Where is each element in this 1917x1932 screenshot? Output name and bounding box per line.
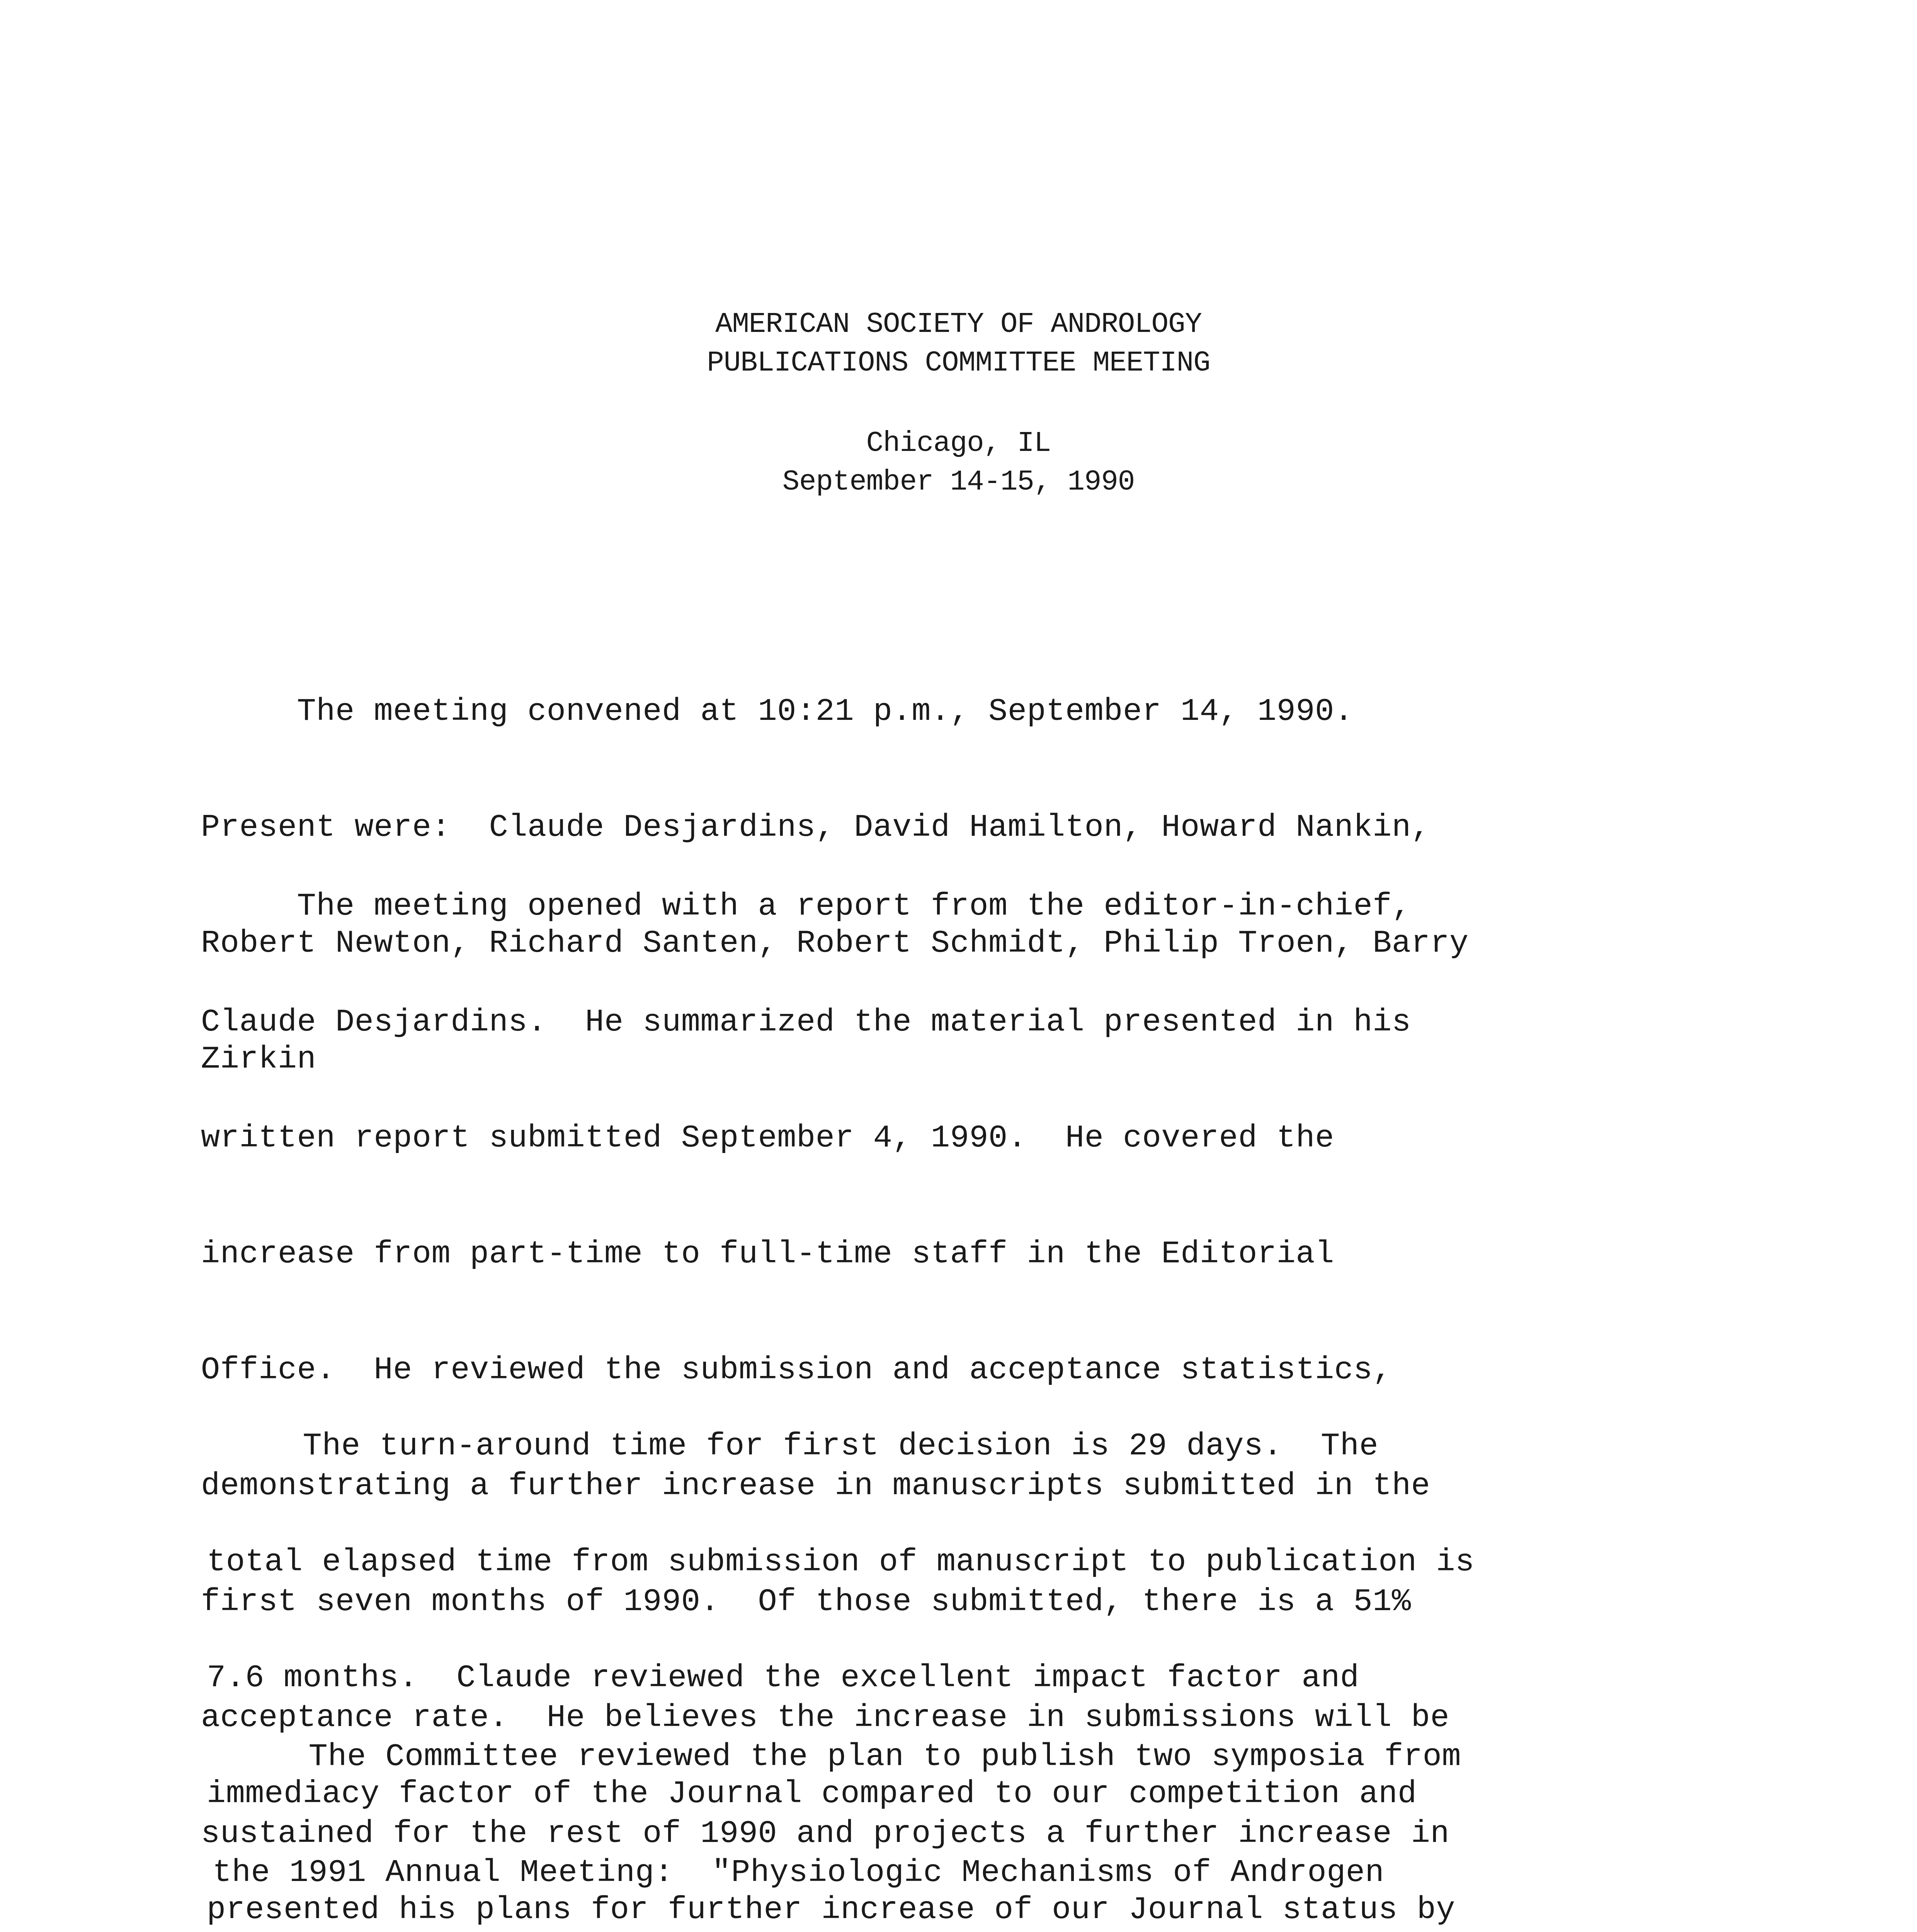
title-line-1: AMERICAN SOCIETY OF ANDROLOGY bbox=[715, 308, 1202, 341]
text-line: immediacy factor of the Journal compared to our competition and bbox=[207, 1776, 1417, 1812]
text-line: acceptance rate. He believes the increase in submissions will be bbox=[201, 1700, 1450, 1736]
text-line: Office. He reviewed the submission and acceptance statistics, bbox=[201, 1352, 1392, 1388]
text-line: The turn-around time for first decision is 29 days. The bbox=[207, 1428, 1379, 1464]
document-title bbox=[0, 305, 1917, 383]
text-line: demonstrating a further increase in manuscripts submitted in the bbox=[201, 1468, 1431, 1504]
text-line: Zirkin bbox=[201, 1041, 316, 1077]
meeting-place: Chicago, IL bbox=[866, 427, 1051, 460]
meeting-date: September 14-15, 1990 bbox=[782, 466, 1135, 498]
text-line: The Committee reviewed the plan to publish two symposia from bbox=[213, 1739, 1461, 1775]
paragraph-symposia-plan bbox=[213, 1660, 1480, 1932]
text-line: sustained for the rest of 1990 and projects a further increase in bbox=[201, 1816, 1450, 1852]
text-line: written report submitted September 4, 1990. He covered the bbox=[201, 1120, 1334, 1156]
text-line: 7.6 months. Claude reviewed the excellent impact factor and bbox=[207, 1660, 1359, 1696]
text-line: first seven months of 1990. Of those submitted, there is a 51% bbox=[201, 1584, 1411, 1620]
text-line: total elapsed time from submission of manuscript to publication is bbox=[207, 1544, 1475, 1580]
text-line: presented his plans for further increase of our Journal status by bbox=[207, 1892, 1456, 1928]
text-line: Claude Desjardins. He summarized the material presented in his bbox=[201, 1004, 1411, 1040]
text-line: the 1991 Annual Meeting: "Physiologic Mechanisms of Androgen bbox=[213, 1855, 1385, 1891]
title-line-2: PUBLICATIONS COMMITTEE MEETING bbox=[707, 347, 1210, 379]
meeting-location-date bbox=[0, 424, 1917, 502]
text-line: Robert Newton, Richard Santen, Robert Schmidt, Philip Troen, Barry bbox=[201, 925, 1469, 961]
text-line: The meeting opened with a report from the editor-in-chief, bbox=[201, 888, 1411, 924]
text-line: The meeting convened at 10:21 p.m., September 14, 1990. bbox=[201, 694, 1354, 730]
text-line: Present were: Claude Desjardins, David Hamilton, Howard Nankin, bbox=[201, 810, 1431, 845]
text-line: increase from part-time to full-time staff in the Editorial bbox=[201, 1236, 1334, 1272]
